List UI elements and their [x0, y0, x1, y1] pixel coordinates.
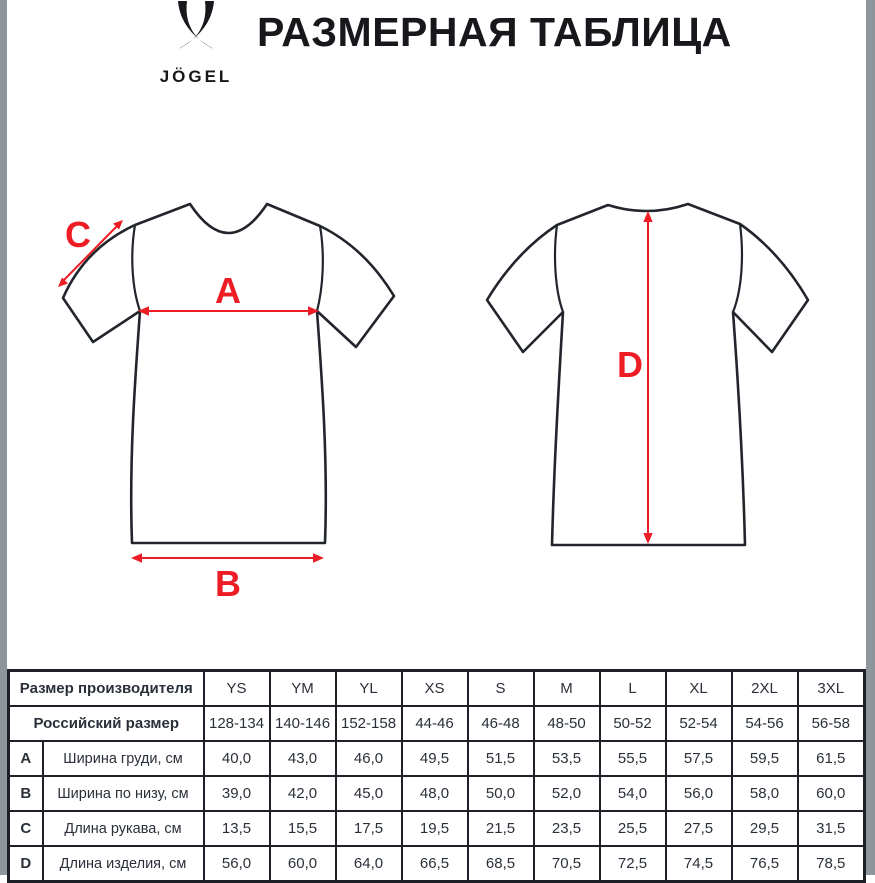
value-cell: 46,0 — [336, 741, 402, 776]
measure-label-b: B — [215, 563, 241, 602]
back-shirt-diagram — [480, 190, 820, 562]
value-cell: 27,5 — [666, 811, 732, 846]
value-cell: 13,5 — [204, 811, 270, 846]
russian-size-cell: 128-134 — [204, 706, 270, 741]
manufacturer-size-label: Размер производителя — [9, 671, 204, 707]
value-cell: 25,5 — [600, 811, 666, 846]
russian-size-row — [9, 706, 865, 741]
left-edge-bar — [0, 0, 7, 875]
value-cell: 68,5 — [468, 846, 534, 882]
russian-size-cell: 152-158 — [336, 706, 402, 741]
right-edge-bar — [866, 0, 875, 875]
front-shirt-outline — [63, 204, 394, 543]
page-title: РАЗМЕРНАЯ ТАБЛИЦА — [257, 9, 732, 55]
value-cell: 70,5 — [534, 846, 600, 882]
measure-label-d: D — [617, 344, 643, 385]
value-cell: 51,5 — [468, 741, 534, 776]
row-letter: B — [9, 776, 43, 811]
value-cell: 56,0 — [666, 776, 732, 811]
row-label: Ширина груди, см — [43, 741, 204, 776]
brand-logo — [147, 1, 245, 87]
value-cell: 45,0 — [336, 776, 402, 811]
value-cell: 21,5 — [468, 811, 534, 846]
value-cell: 15,5 — [270, 811, 336, 846]
measure-label-c: C — [65, 214, 91, 255]
value-cell: 53,5 — [534, 741, 600, 776]
value-cell: 59,5 — [732, 741, 798, 776]
value-cell: 58,0 — [732, 776, 798, 811]
value-cell: 40,0 — [204, 741, 270, 776]
size-cell: XL — [666, 671, 732, 707]
value-cell: 50,0 — [468, 776, 534, 811]
size-cell: YM — [270, 671, 336, 707]
measure-row-b — [9, 776, 865, 811]
value-cell: 54,0 — [600, 776, 666, 811]
row-letter: C — [9, 811, 43, 846]
value-cell: 76,5 — [732, 846, 798, 882]
value-cell: 64,0 — [336, 846, 402, 882]
measure-row-a — [9, 741, 865, 776]
measure-label-a: A — [215, 270, 241, 311]
value-cell: 49,5 — [402, 741, 468, 776]
value-cell: 61,5 — [798, 741, 865, 776]
size-cell: L — [600, 671, 666, 707]
value-cell: 42,0 — [270, 776, 336, 811]
size-cell: M — [534, 671, 600, 707]
value-cell: 74,5 — [666, 846, 732, 882]
value-cell: 66,5 — [402, 846, 468, 882]
size-cell: YL — [336, 671, 402, 707]
value-cell: 57,5 — [666, 741, 732, 776]
value-cell: 48,0 — [402, 776, 468, 811]
size-table — [7, 669, 866, 883]
russian-size-cell: 54-56 — [732, 706, 798, 741]
value-cell: 17,5 — [336, 811, 402, 846]
measure-row-d — [9, 846, 865, 882]
size-cell: YS — [204, 671, 270, 707]
russian-size-cell: 52-54 — [666, 706, 732, 741]
russian-size-cell: 140-146 — [270, 706, 336, 741]
value-cell: 29,5 — [732, 811, 798, 846]
row-letter: D — [9, 846, 43, 882]
russian-size-cell: 50-52 — [600, 706, 666, 741]
russian-size-cell: 56-58 — [798, 706, 865, 741]
row-label: Длина изделия, см — [43, 846, 204, 882]
row-label: Длина рукава, см — [43, 811, 204, 846]
value-cell: 56,0 — [204, 846, 270, 882]
value-cell: 60,0 — [270, 846, 336, 882]
front-shirt-diagram — [50, 190, 400, 602]
jogel-glyph-icon — [164, 1, 228, 61]
russian-size-cell: 46-48 — [468, 706, 534, 741]
size-cell: XS — [402, 671, 468, 707]
size-cell: 3XL — [798, 671, 865, 707]
value-cell: 43,0 — [270, 741, 336, 776]
value-cell: 19,5 — [402, 811, 468, 846]
manufacturer-size-row — [9, 671, 865, 707]
value-cell: 60,0 — [798, 776, 865, 811]
value-cell: 52,0 — [534, 776, 600, 811]
value-cell: 31,5 — [798, 811, 865, 846]
russian-size-cell: 44-46 — [402, 706, 468, 741]
brand-wordmark: JÖGEL — [159, 67, 233, 86]
value-cell: 39,0 — [204, 776, 270, 811]
value-cell: 78,5 — [798, 846, 865, 882]
value-cell: 55,5 — [600, 741, 666, 776]
russian-size-cell: 48-50 — [534, 706, 600, 741]
measure-arrow-b — [131, 553, 324, 562]
value-cell: 23,5 — [534, 811, 600, 846]
russian-size-label: Российский размер — [9, 706, 204, 741]
row-letter: A — [9, 741, 43, 776]
row-label: Ширина по низу, см — [43, 776, 204, 811]
size-cell: 2XL — [732, 671, 798, 707]
measure-row-c — [9, 811, 865, 846]
size-cell: S — [468, 671, 534, 707]
value-cell: 72,5 — [600, 846, 666, 882]
